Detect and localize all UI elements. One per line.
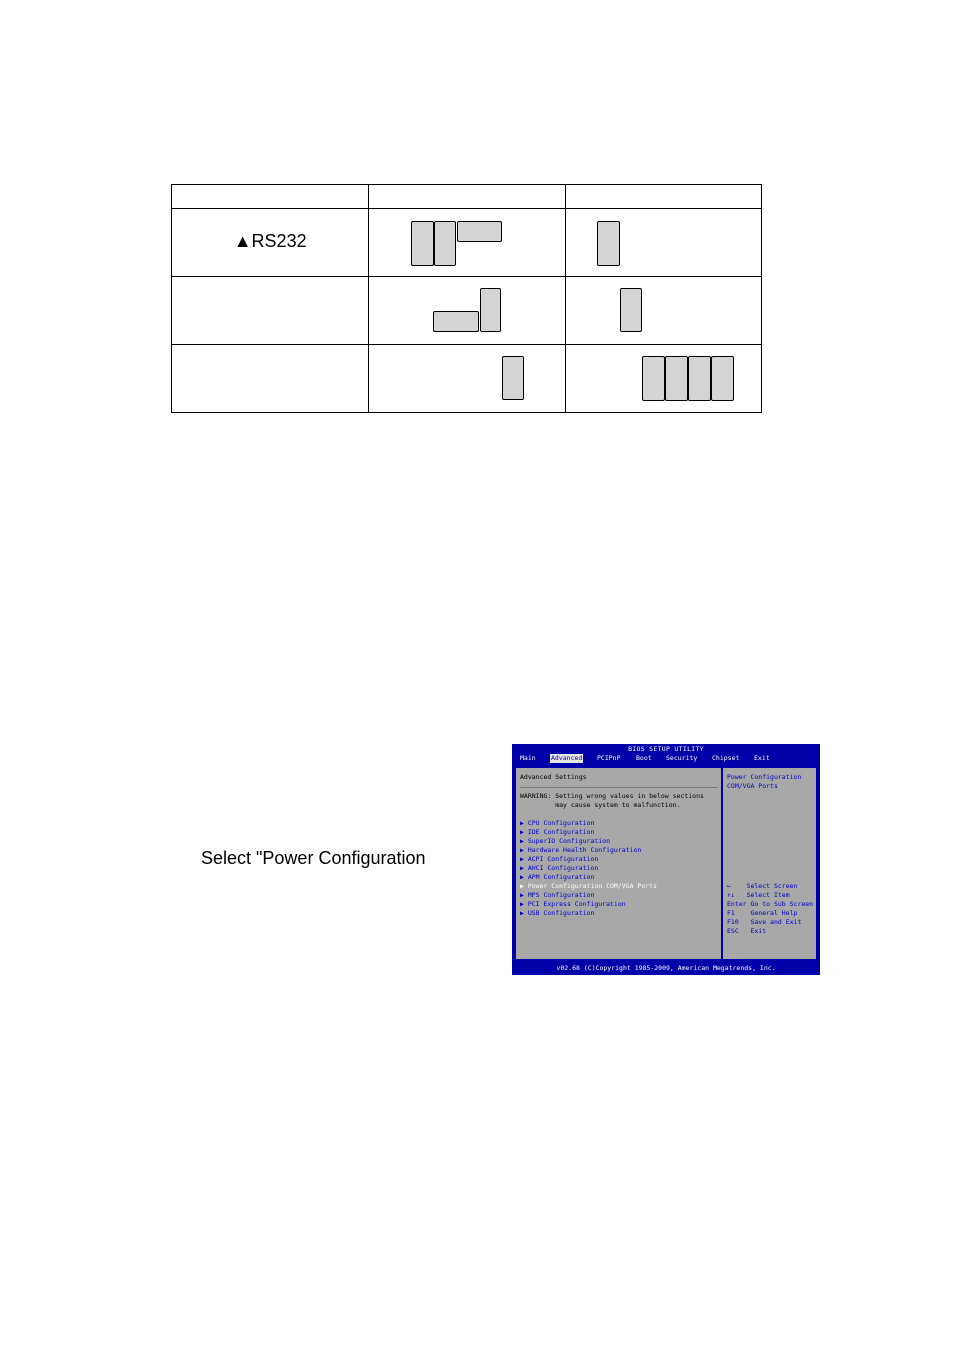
bios-warning-line: WARNING: Setting wrong values in below sections [520, 792, 704, 800]
bios-menu-item[interactable]: ▶ IDE Configuration [520, 828, 595, 836]
jumper-pin [688, 356, 711, 401]
jumper-diagram-cell [565, 277, 761, 345]
jumper-pin [597, 221, 620, 266]
jumper-diagram-cell [369, 277, 565, 345]
bios-menu-boot[interactable]: Boot [636, 754, 652, 762]
bios-settings-panel [515, 767, 722, 960]
bios-help-text: Power Configuration [727, 773, 802, 781]
bios-key-hint: ESC Exit [727, 927, 767, 935]
bios-menu-item[interactable]: ▶ MPS Configuration [520, 891, 595, 899]
jumper-pin [502, 356, 524, 400]
jumper-pin [434, 221, 456, 266]
table-row [172, 345, 762, 413]
bios-menu-chipset[interactable]: Chipset [712, 754, 740, 762]
bios-key-hint: Enter Go to Sub Screen [727, 900, 814, 908]
bios-key-hint: F1 General Help [727, 909, 798, 917]
jumper-pin [620, 288, 642, 332]
bios-menu-item[interactable]: ▶ PCI Express Configuration [520, 900, 626, 908]
jumper-diagram-cell [369, 209, 565, 277]
bios-menu-advanced[interactable]: Advanced [551, 754, 583, 762]
instruction-text: Select "Power Configuration [201, 848, 426, 868]
bios-menu-item[interactable]: ▶ Hardware Health Configuration [520, 846, 642, 854]
bios-key-hint: ↑↓ Select Item [727, 891, 790, 899]
jumper-pin [642, 356, 665, 401]
jumper-pin [457, 221, 502, 242]
bios-key-hint: F10 Save and Exit [727, 918, 802, 926]
bios-menu-bar [512, 754, 820, 763]
bios-warning-line: may cause system to malfunction. [520, 801, 681, 809]
jumper-pin [480, 288, 501, 332]
jumper-diagram-cell [565, 209, 761, 277]
jumper-pin [411, 221, 434, 266]
table-row [172, 277, 762, 345]
bios-divider [520, 787, 718, 788]
bios-section-heading: Advanced Settings [520, 773, 587, 781]
bios-menu-item[interactable]: ▶ USB Configuration [520, 909, 595, 917]
row-label-cell [172, 345, 369, 413]
bios-menu-item[interactable]: ▶ CPU Configuration [520, 819, 595, 827]
bios-menu-exit[interactable]: Exit [754, 754, 770, 762]
table-row [172, 209, 762, 277]
bios-menu-item[interactable]: ▶ APM Configuration [520, 873, 595, 881]
bios-title: BIOS SETUP UTILITY [628, 745, 704, 753]
jumper-pin [711, 356, 734, 401]
bios-menu-pcipnp[interactable]: PCIPnP [597, 754, 621, 762]
row-label-cell [172, 277, 369, 345]
bios-footer: v02.68 (C)Copyright 1985-2009, American Megatrends, Inc. [556, 964, 776, 972]
header-cell [369, 185, 565, 209]
bios-menu-security[interactable]: Security [666, 754, 698, 762]
bios-menu-item[interactable]: ▶ AHCI Configuration [520, 864, 599, 872]
header-cell [565, 185, 761, 209]
row-label-cell [172, 209, 369, 277]
bios-help-panel [722, 767, 817, 960]
jumper-diagram-cell [565, 345, 761, 413]
jumper-table [171, 184, 762, 413]
table-header-row [172, 185, 762, 209]
jumper-pin [433, 311, 479, 332]
row-label: ▲RS232 [233, 231, 307, 251]
bios-menu-item[interactable]: ▶ ACPI Configuration [520, 855, 599, 863]
bios-screenshot [512, 744, 820, 975]
bios-menu-item[interactable]: ▶ SuperIO Configuration [520, 837, 611, 845]
jumper-pin [665, 356, 688, 401]
jumper-diagram-cell [369, 345, 565, 413]
bios-menu-item-selected[interactable]: ▶ Power Configuration COM/VGA Ports [520, 882, 657, 890]
bios-menu-main[interactable]: Main [520, 754, 536, 762]
bios-key-hint: ← Select Screen [727, 882, 798, 890]
bios-help-text: COM/VGA Ports [727, 782, 778, 790]
header-cell [172, 185, 369, 209]
